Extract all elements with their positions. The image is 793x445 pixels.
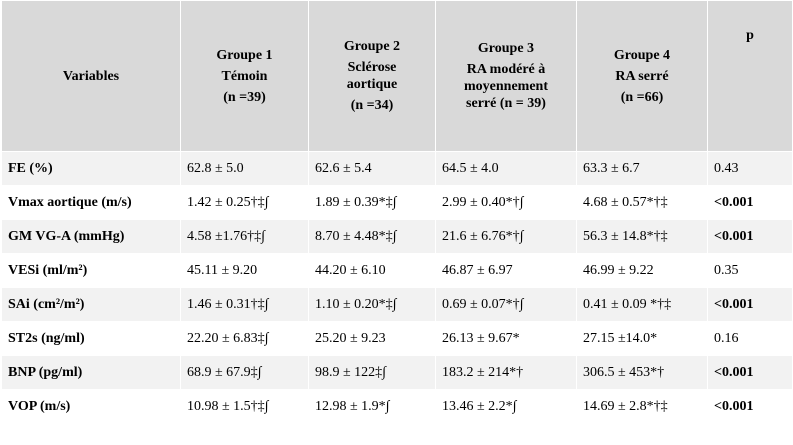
header-groupe-3 [436, 1, 577, 152]
cell-groupe-1: 22.20 ± 6.83‡∫ [181, 322, 309, 356]
cell-groupe-1: 45.11 ± 9.20 [181, 254, 309, 288]
cell-p: 0.43 [708, 152, 793, 186]
row-variable: FE (%) [2, 152, 181, 186]
table-row [2, 322, 793, 356]
cell-groupe-2: 8.70 ± 4.48*‡∫ [309, 220, 436, 254]
results-table [1, 0, 793, 424]
cell-groupe-4: 27.15 ±14.0* [577, 322, 708, 356]
header-groupe-2-count: (n =34) [350, 98, 394, 113]
header-groupe-1-name: Témoin [221, 68, 268, 84]
row-variable: VESi (ml/m²) [2, 254, 181, 288]
header-groupe-4-title: Groupe 4 [613, 47, 671, 63]
cell-groupe-4: 63.3 ± 6.7 [577, 152, 708, 186]
cell-groupe-3: 64.5 ± 4.0 [436, 152, 577, 186]
header-groupe-3-name-line2: moyennement [464, 79, 548, 94]
cell-groupe-2: 12.98 ± 1.9*∫ [309, 390, 436, 424]
table-row [2, 390, 793, 424]
header-groupe-2-name-line2: aortique [346, 77, 398, 92]
table-row [2, 220, 793, 254]
table-row [2, 356, 793, 390]
header-groupe-2-name-line1: Sclérose [347, 60, 397, 75]
header-variables-label: Variables [62, 68, 120, 84]
cell-groupe-1: 4.58 ±1.76†‡∫ [181, 220, 309, 254]
header-groupe-4-count: (n =66) [620, 89, 664, 105]
row-variable: Vmax aortique (m/s) [2, 186, 181, 220]
cell-groupe-4: 46.99 ± 9.22 [577, 254, 708, 288]
row-variable: BNP (pg/ml) [2, 356, 181, 390]
cell-p: 0.35 [708, 254, 793, 288]
cell-p: <0.001 [708, 356, 793, 390]
cell-groupe-3: 2.99 ± 0.40*†∫ [436, 186, 577, 220]
cell-groupe-1: 1.42 ± 0.25†‡∫ [181, 186, 309, 220]
header-p-label: p [746, 28, 754, 43]
header-row [2, 1, 793, 152]
cell-groupe-3: 46.87 ± 6.97 [436, 254, 577, 288]
header-groupe-3-name-line3: serré (n = 39) [466, 96, 546, 111]
cell-groupe-2: 25.20 ± 9.23 [309, 322, 436, 356]
row-variable: ST2s (ng/ml) [2, 322, 181, 356]
cell-p: <0.001 [708, 220, 793, 254]
cell-groupe-4: 56.3 ± 14.8*†‡ [577, 220, 708, 254]
cell-groupe-4: 4.68 ± 0.57*†‡ [577, 186, 708, 220]
cell-groupe-1: 62.8 ± 5.0 [181, 152, 309, 186]
header-groupe-3-title: Groupe 3 [477, 41, 535, 56]
cell-p: 0.16 [708, 322, 793, 356]
table-row [2, 186, 793, 220]
row-variable: GM VG-A (mmHg) [2, 220, 181, 254]
header-groupe-1-title: Groupe 1 [216, 47, 273, 63]
header-groupe-4-name: RA serré [615, 68, 669, 84]
cell-groupe-1: 1.46 ± 0.31†‡∫ [181, 288, 309, 322]
cell-groupe-2: 1.10 ± 0.20*‡∫ [309, 288, 436, 322]
table-row [2, 288, 793, 322]
cell-groupe-3: 21.6 ± 6.76*†∫ [436, 220, 577, 254]
header-groupe-1 [181, 1, 309, 152]
header-groupe-3-name-line1: RA modéré à [466, 62, 546, 77]
cell-groupe-4: 14.69 ± 2.8*†‡ [577, 390, 708, 424]
header-groupe-1-count: (n =39) [223, 89, 266, 105]
header-groupe-2-title: Groupe 2 [343, 39, 401, 54]
cell-groupe-2: 98.9 ± 122‡∫ [309, 356, 436, 390]
cell-groupe-1: 68.9 ± 67.9‡∫ [181, 356, 309, 390]
cell-groupe-2: 62.6 ± 5.4 [309, 152, 436, 186]
cell-p: <0.001 [708, 288, 793, 322]
cell-groupe-4: 306.5 ± 453*† [577, 356, 708, 390]
header-groupe-4 [577, 1, 708, 152]
row-variable: VOP (m/s) [2, 390, 181, 424]
cell-groupe-3: 13.46 ± 2.2*∫ [436, 390, 577, 424]
cell-p: <0.001 [708, 186, 793, 220]
header-p [708, 1, 793, 152]
cell-groupe-1: 10.98 ± 1.5†‡∫ [181, 390, 309, 424]
cell-groupe-4: 0.41 ± 0.09 *†‡ [577, 288, 708, 322]
row-variable: SAi (cm²/m²) [2, 288, 181, 322]
table-row [2, 254, 793, 288]
cell-groupe-3: 0.69 ± 0.07*†∫ [436, 288, 577, 322]
cell-groupe-3: 183.2 ± 214*† [436, 356, 577, 390]
cell-groupe-3: 26.13 ± 9.67* [436, 322, 577, 356]
table-row [2, 152, 793, 186]
header-groupe-2 [309, 1, 436, 152]
cell-p: <0.001 [708, 390, 793, 424]
cell-groupe-2: 44.20 ± 6.10 [309, 254, 436, 288]
cell-groupe-2: 1.89 ± 0.39*‡∫ [309, 186, 436, 220]
header-variables [2, 1, 181, 152]
